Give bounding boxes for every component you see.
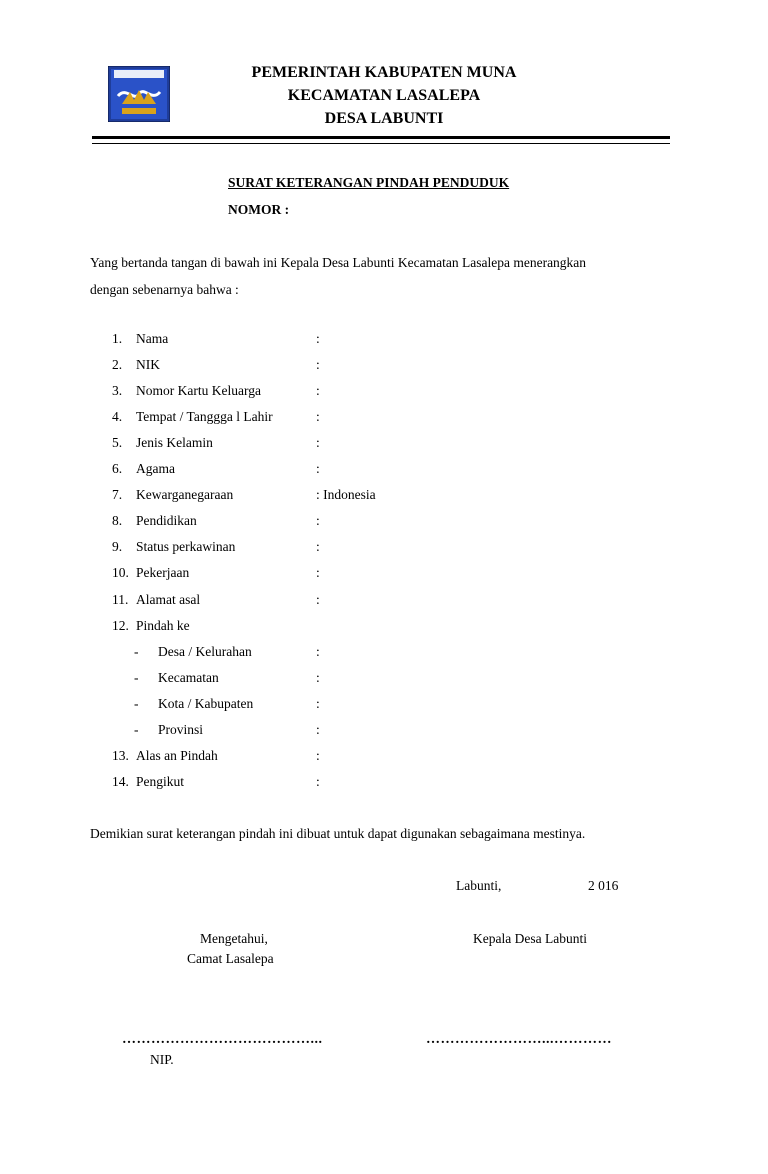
item-number: 13. [112, 748, 129, 763]
sub-item-label: Provinsi [158, 722, 204, 737]
header-line-3: DESA LABUNTI [324, 110, 444, 127]
list-item [0, 383, 768, 403]
item-number: 10. [112, 565, 129, 580]
item-number: 8. [112, 513, 123, 528]
sub-item-label: Kecamatan [158, 670, 219, 685]
sub-list-item [0, 644, 768, 664]
header-rule-thick [92, 136, 670, 139]
item-value: : [316, 383, 320, 398]
right-signature-line: ……………………...………… [426, 1032, 612, 1047]
list-item [0, 409, 768, 429]
item-label: Nomor Kartu Keluarga [136, 383, 261, 398]
right-signature-title: Kepala Desa Labunti [473, 931, 587, 946]
list-item [0, 592, 768, 612]
item-number: 4. [112, 409, 123, 424]
item-number: 5. [112, 435, 123, 450]
header-line-1: PEMERINTAH KABUPATEN MUNA [251, 64, 517, 81]
letter-title: SURAT KETERANGAN PINDAH PENDUDUK [228, 175, 510, 190]
item-number: 11. [112, 592, 129, 607]
sub-list-item [0, 722, 768, 742]
header-line-2: KECAMATAN LASALEPA [287, 87, 481, 104]
date-year: 2 016 [588, 878, 619, 893]
list-item [0, 565, 768, 585]
sub-item-label: Desa / Kelurahan [158, 644, 252, 659]
list-item [0, 461, 768, 481]
left-signature-title-2: Camat Lasalepa [187, 951, 274, 966]
item-value: : [316, 435, 320, 450]
item-number: 1. [112, 331, 123, 346]
item-number: 7. [112, 487, 123, 502]
item-value: : [316, 461, 320, 476]
list-item [0, 357, 768, 377]
list-item [0, 435, 768, 455]
sub-item-value: : [316, 670, 320, 685]
intro-line-2: dengan sebenarnya bahwa : [90, 282, 239, 297]
list-item [0, 513, 768, 533]
list-item [0, 774, 768, 794]
item-value: : [316, 513, 320, 528]
item-value: : [316, 592, 320, 607]
item-value: : Indonesia [316, 487, 376, 502]
list-item [0, 487, 768, 507]
list-item [0, 331, 768, 351]
left-signature-title-1: Mengetahui, [200, 931, 268, 946]
item-label: Tempat / Tanggga l Lahir [136, 409, 273, 424]
item-label: Kewarganegaraan [136, 487, 234, 502]
item-label: Alamat asal [136, 592, 201, 607]
item-label: Pendidikan [136, 513, 197, 528]
item-label: Jenis Kelamin [136, 435, 213, 450]
sub-item-dash: - [134, 722, 139, 737]
item-label: Pengikut [136, 774, 185, 789]
item-label: Agama [136, 461, 175, 476]
sub-list-item [0, 696, 768, 716]
item-label: Pindah ke [136, 618, 190, 633]
sub-item-value: : [316, 644, 320, 659]
sub-item-dash: - [134, 696, 139, 711]
sub-item-value: : [316, 722, 320, 737]
item-value: : [316, 331, 320, 346]
left-signature-line: …………………………………... [122, 1032, 323, 1047]
sub-list-item [0, 670, 768, 690]
sub-item-dash: - [134, 644, 139, 659]
item-label: Pekerjaan [136, 565, 190, 580]
item-value: : [316, 748, 320, 763]
item-number: 9. [112, 539, 123, 554]
item-value: : [316, 357, 320, 372]
sub-item-label: Kota / Kabupaten [158, 696, 254, 711]
item-label: Alas an Pindah [136, 748, 218, 763]
place-label: Labunti, [456, 878, 502, 893]
intro-line-1: Yang bertanda tangan di bawah ini Kepala Desa Labunti Kecamatan Lasalepa menerangkan [90, 255, 587, 270]
sub-item-value: : [316, 696, 320, 711]
item-label: Nama [136, 331, 169, 346]
list-item [0, 748, 768, 768]
nip-label: NIP. [150, 1052, 174, 1067]
letter-number: NOMOR : [228, 202, 290, 217]
item-value: : [316, 539, 320, 554]
item-number: 3. [112, 383, 123, 398]
item-label: Status perkawinan [136, 539, 236, 554]
list-item [0, 618, 768, 638]
item-value: : [316, 774, 320, 789]
item-value: : [316, 409, 320, 424]
item-number: 14. [112, 774, 129, 789]
item-number: 12. [112, 618, 129, 633]
item-label: NIK [136, 357, 160, 372]
item-number: 2. [112, 357, 123, 372]
item-number: 6. [112, 461, 123, 476]
sub-item-dash: - [134, 670, 139, 685]
header-rule-thin [92, 143, 670, 144]
closing-statement: Demikian surat keterangan pindah ini dibuat untuk dapat digunakan sebagaimana mestinya. [90, 826, 586, 841]
item-value: : [316, 565, 320, 580]
list-item [0, 539, 768, 559]
